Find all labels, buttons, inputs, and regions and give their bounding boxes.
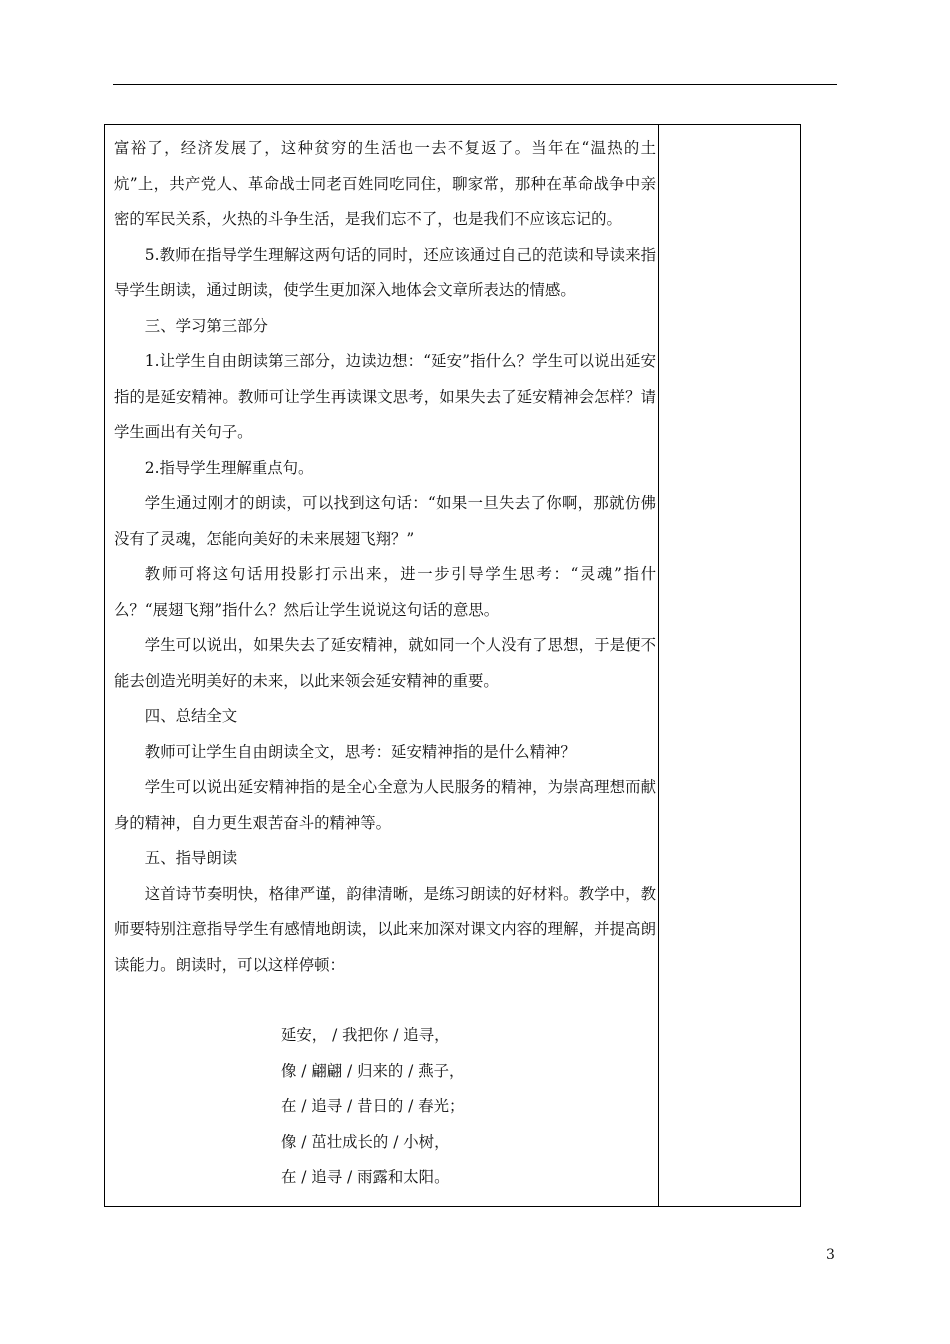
header-rule bbox=[113, 84, 837, 85]
poem-line: 像 / 翩翩 / 归来的 / 燕子， bbox=[281, 1061, 465, 1080]
poem-line: 在 / 追寻 / 昔日的 / 春光； bbox=[281, 1097, 465, 1115]
poem-line: 在 / 追寻 / 雨露和太阳。 bbox=[281, 1168, 450, 1186]
section-heading: 五、指导朗读 bbox=[144, 849, 238, 867]
spacer bbox=[114, 983, 656, 1018]
paragraph: 学生通过刚才的朗读，可以找到这句话：“如果一旦失去了你啊，那就仿佛没有了灵魂，怎能向美好的未来展翅飞翔？” bbox=[114, 494, 656, 548]
poem-line: 延安， / 我把你 / 追寻， bbox=[281, 1026, 450, 1044]
paragraph: 教师可将这句话用投影打示出来，进一步引导学生思考：“灵魂”指什么？“展翅飞翔”指什么？然后让学生说说这句话的意思。 bbox=[114, 565, 656, 619]
section-heading: 三、学习第三部分 bbox=[144, 316, 268, 335]
lesson-table bbox=[104, 124, 801, 1207]
poem-block bbox=[114, 1018, 656, 1196]
poem-line: 像 / 茁壮成长的 / 小树， bbox=[281, 1132, 450, 1151]
paragraph: 学生可以说出延安精神指的是全心全意为人民服务的精神，为崇高理想而献身的精神，自力更生艰苦奋斗的精神等。 bbox=[114, 778, 656, 832]
main-content-cell bbox=[114, 131, 656, 1196]
paragraph: 学生可以说出，如果失去了延安精神，就如同一个人没有了思想，于是便不能去创造光明美好的未来，以此来领会延安精神的重要。 bbox=[114, 636, 656, 690]
paragraph: 教师可让学生自由朗读全文，思考：延安精神指的是什么精神？ bbox=[144, 742, 576, 761]
section-heading: 四、总结全文 bbox=[144, 707, 238, 725]
paragraph: 5.教师在指导学生理解这两句话的同时，还应该通过自己的范读和导读来指导学生朗读，通过朗读，使学生更加深入地体会文章所表达的情感。 bbox=[114, 245, 656, 299]
paragraph: 富裕了，经济发展了，这种贫穷的生活也一去不复返了。当年在“温热的土炕”上，共产党人、革命战士同老百姓同吃同住，聊家常，那种在革命战争中亲密的军民关系，火热的斗争生活，是我们忘不了，也是我们不应该忘记的。 bbox=[114, 139, 656, 228]
paragraph: 2.指导学生理解重点句。 bbox=[144, 458, 314, 477]
column-divider bbox=[658, 125, 659, 1206]
paragraph: 这首诗节奏明快，格律严谨，韵律清晰，是练习朗读的好材料。教学中，教师要特别注意指导学生有感情地朗读，以此来加深对课文内容的理解，并提高朗读能力。朗读时，可以这样停顿： bbox=[114, 884, 656, 974]
paragraph: 1.让学生自由朗读第三部分，边读边想：“延安”指什么？学生可以说出延安指的是延安精神。教师可让学生再读课文思考，如果失去了延安精神会怎样？请学生画出有关句子。 bbox=[114, 352, 656, 441]
page-number: 3 bbox=[826, 1247, 835, 1263]
